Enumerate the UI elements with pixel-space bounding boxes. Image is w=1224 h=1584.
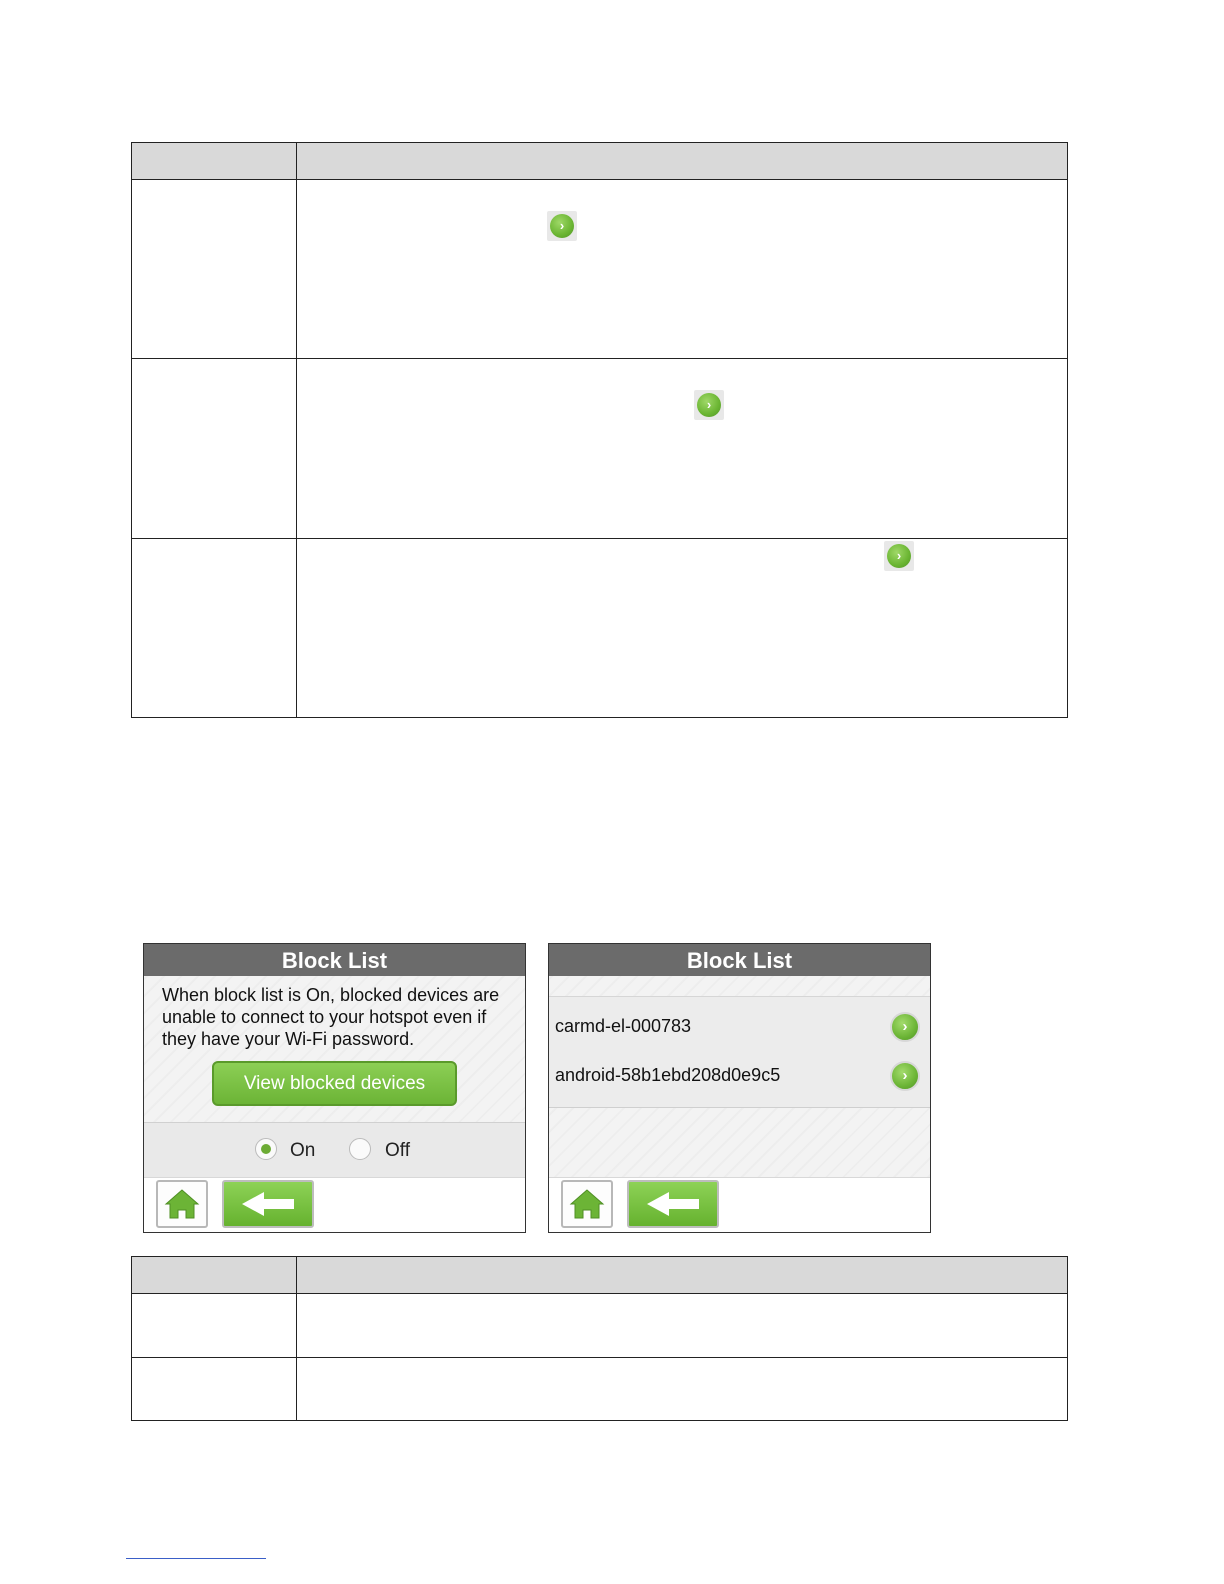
table-header-cell-1 (132, 1257, 297, 1293)
green-chevron-right-icon: › (884, 541, 914, 571)
green-chevron-right-icon: › (547, 211, 577, 241)
footnote-separator (126, 1558, 266, 1559)
table-cell-text (297, 539, 1067, 717)
table-cell-text (297, 1358, 1067, 1420)
screen-title: Block List (144, 944, 525, 976)
screen-title: Block List (549, 944, 930, 976)
block-list-screen (143, 943, 526, 1233)
home-button[interactable] (561, 1180, 613, 1228)
table-cell-text (297, 1294, 1067, 1357)
bottom-table (131, 1256, 1068, 1421)
table-header-row (132, 143, 1067, 179)
table-row (132, 1293, 1067, 1357)
home-icon (158, 1182, 206, 1226)
screen-footer (144, 1177, 525, 1232)
table-header-cell-2 (297, 1257, 1067, 1293)
table-cell-label (132, 180, 297, 358)
table-cell-text (297, 180, 1067, 358)
view-blocked-devices-button[interactable]: View blocked devices (212, 1061, 457, 1106)
radio-off-label[interactable]: Off (385, 1140, 410, 1161)
back-arrow-icon (224, 1182, 312, 1226)
green-chevron-right-icon: › (694, 390, 724, 420)
radio-on[interactable] (255, 1138, 277, 1160)
back-arrow-icon (629, 1182, 717, 1226)
green-chevron-right-icon[interactable]: › (890, 1012, 920, 1042)
radio-on-label[interactable]: On (290, 1140, 316, 1161)
list-item[interactable] (549, 1003, 930, 1052)
table-row (132, 358, 1067, 538)
radio-off[interactable] (349, 1138, 371, 1160)
table-cell-label (132, 1294, 297, 1357)
table-cell-label (132, 1358, 297, 1420)
table-row (132, 179, 1067, 358)
device-name: android-58b1ebd208d0e9c5 (555, 1065, 781, 1085)
device-name: carmd-el-000783 (555, 1016, 692, 1036)
table-cell-label (132, 359, 297, 538)
blocked-devices-screen (548, 943, 931, 1233)
device-list (549, 996, 930, 1108)
list-item[interactable] (549, 1052, 930, 1101)
table-header-cell-2 (297, 143, 1067, 179)
top-table (131, 142, 1068, 718)
back-button[interactable] (222, 1180, 314, 1228)
home-button[interactable] (156, 1180, 208, 1228)
back-button[interactable] (627, 1180, 719, 1228)
block-list-toggle (144, 1122, 525, 1180)
table-cell-label (132, 539, 297, 717)
table-header-cell-1 (132, 143, 297, 179)
table-row (132, 538, 1067, 717)
home-icon (563, 1182, 611, 1226)
table-row (132, 1357, 1067, 1420)
block-list-description: When block list is On, blocked devices are unable to connect to your hotspot even if they have your Wi-Fi password. (162, 985, 500, 1049)
table-header-row (132, 1257, 1067, 1293)
green-chevron-right-icon[interactable]: › (890, 1061, 920, 1091)
table-cell-text (297, 359, 1067, 538)
screen-footer (549, 1177, 930, 1232)
